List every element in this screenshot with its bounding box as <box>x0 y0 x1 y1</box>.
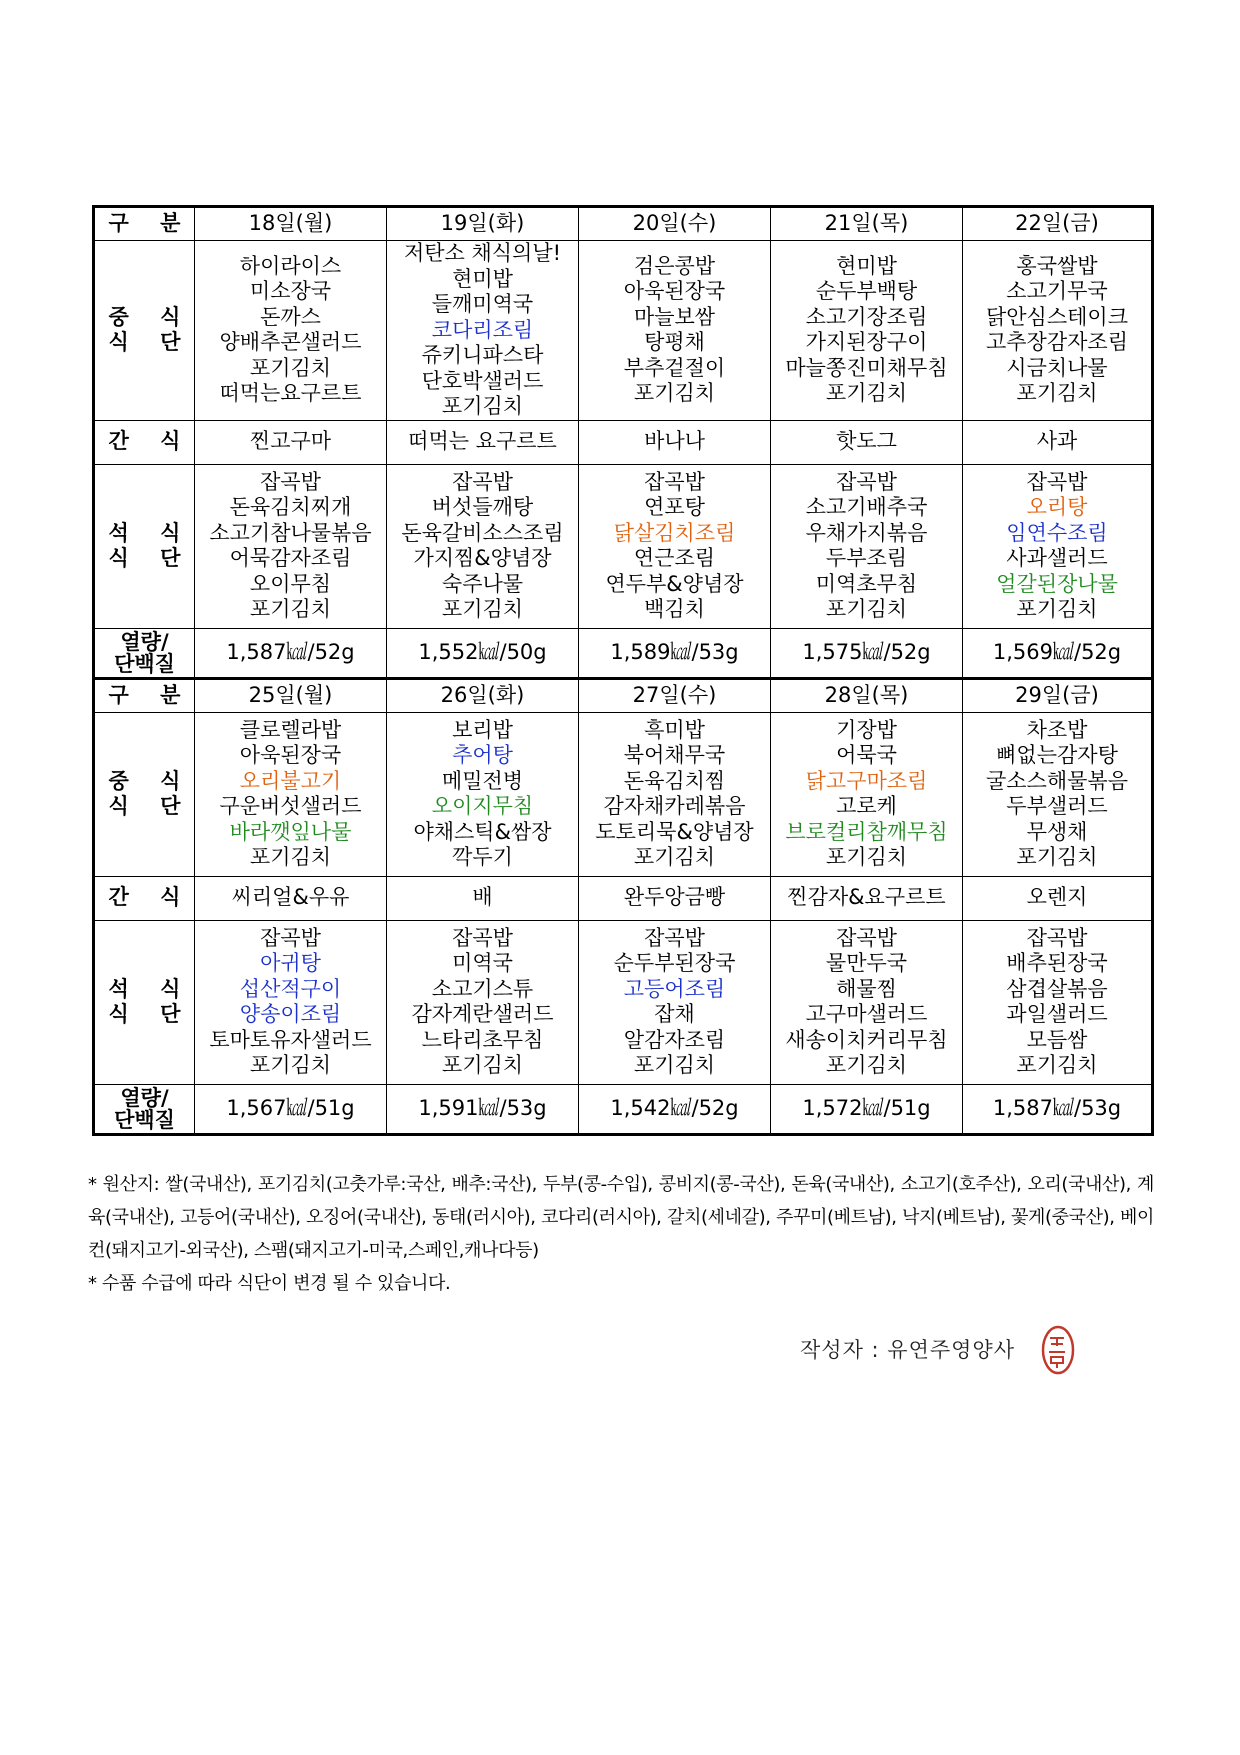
menu-item: 해물찜 <box>836 976 897 1001</box>
menu-item: 포기김치 <box>825 1053 908 1077</box>
meal-plan-body <box>94 207 1153 1135</box>
menu-item: 차조밥 <box>1026 717 1088 742</box>
menu-item: 토마토유자샐러드 <box>209 1027 372 1052</box>
nutrition-cell: 1,575㎉/52g <box>771 628 963 678</box>
menu-item: 아욱된장국 <box>623 279 726 304</box>
nutrition-cell: 1,587㎉/53g <box>963 1084 1153 1134</box>
menu-item: 보리밥 <box>452 717 513 742</box>
menu-item: 포기김치 <box>249 355 332 380</box>
day-header: 26일(화) <box>387 678 579 712</box>
menu-item: 물만두국 <box>825 951 908 975</box>
menu-item: 포기김치 <box>249 597 332 621</box>
nutrition-cell: 1,569㎉/52g <box>963 628 1153 678</box>
menu-item: 포기김치 <box>441 597 524 621</box>
menu-item: 잡채 <box>654 1002 695 1026</box>
menu-item: 브로컬리참깨무침 <box>785 819 948 844</box>
menu-item: 버섯들깨탕 <box>431 495 534 519</box>
menu-item: 기장밥 <box>836 717 897 742</box>
dinner-menu-cell <box>387 464 579 628</box>
menu-item: 포기김치 <box>825 845 908 869</box>
menu-item: 잡곡밥 <box>260 469 321 494</box>
menu-item: 잡곡밥 <box>1026 469 1088 494</box>
dinner-menu-cell <box>195 920 387 1084</box>
menu-item: 잡곡밥 <box>644 469 705 494</box>
menu-item: 배추된장국 <box>1006 951 1108 975</box>
nutrition-row <box>94 628 1153 678</box>
menu-item: 닭살김치조림 <box>613 520 736 545</box>
lunch-menu-cell <box>387 712 579 876</box>
nutrition-label-line: 단백질 <box>114 651 175 676</box>
menu-item: 과일샐러드 <box>1006 1002 1108 1026</box>
snack-row <box>94 876 1153 920</box>
menu-item: 두부조림 <box>825 546 908 570</box>
menu-item: 마늘쫑진미채무침 <box>785 355 948 380</box>
lunch-menu-cell <box>771 241 963 421</box>
menu-item: 야채스틱&쌈장 <box>413 819 552 844</box>
day-header: 25일(월) <box>195 678 387 712</box>
dinner-label-line: 석 식 <box>108 976 193 1001</box>
day-header: 21일(목) <box>771 207 963 241</box>
menu-item: 미소장국 <box>249 279 332 304</box>
menu-item: 감자채카레볶음 <box>603 794 746 818</box>
menu-item: 백김치 <box>644 597 705 621</box>
menu-item: 포기김치 <box>633 845 716 869</box>
menu-item: 가지찜&양념장 <box>413 546 552 570</box>
menu-item: 소고기참나물볶음 <box>209 520 372 545</box>
menu-item: 두부샐러드 <box>1006 794 1108 818</box>
lunch-menu-cell <box>963 712 1153 876</box>
nutrition-label <box>94 1084 195 1134</box>
menu-item: 흑미밥 <box>644 717 705 742</box>
menu-item: 어묵감자조림 <box>229 546 352 570</box>
menu-item: 돈까스 <box>260 304 321 329</box>
lunch-menu-cell <box>195 712 387 876</box>
menu-item: 부추겉절이 <box>623 355 726 380</box>
menu-item: 알감자조림 <box>623 1027 726 1052</box>
menu-item: 도토리묵&양념장 <box>595 819 754 844</box>
day-header-row <box>94 678 1153 712</box>
lunch-menu-cell <box>387 241 579 421</box>
snack-cell: 완두앙금빵 <box>579 876 771 920</box>
lunch-label <box>94 712 195 876</box>
menu-item: 얼갈된장나물 <box>996 571 1118 596</box>
menu-item: 포기김치 <box>825 597 908 621</box>
day-header: 28일(목) <box>771 678 963 712</box>
snack-label <box>94 420 195 464</box>
menu-item: 닭안심스테이크 <box>985 304 1128 329</box>
day-header: 19일(화) <box>387 207 579 241</box>
menu-item: 새송이치커리무침 <box>785 1027 948 1052</box>
menu-item: 순두부백탕 <box>815 279 918 304</box>
menu-item: 포기김치 <box>633 1053 716 1077</box>
menu-item: 구운버섯샐러드 <box>219 794 362 818</box>
author-signature: 작성자 : 유연주영양사 <box>800 1338 1015 1362</box>
menu-item: 포기김치 <box>1016 845 1098 869</box>
menu-item: 연두부&양념장 <box>605 571 744 596</box>
menu-item: 저탄소 채식의날! <box>403 241 562 265</box>
gubun-label-text: 구 분 <box>108 211 193 236</box>
dinner-label <box>94 920 195 1084</box>
menu-item: 삼겹살볶음 <box>1006 976 1108 1001</box>
day-header: 27일(수) <box>579 678 771 712</box>
menu-item: 굴소스해물볶음 <box>985 768 1128 793</box>
menu-item: 소고기장조림 <box>805 304 928 329</box>
menu-item: 양배추콘샐러드 <box>219 330 362 355</box>
nutrition-cell: 1,567㎉/51g <box>195 1084 387 1134</box>
lunch-label-line: 식 단 <box>108 330 193 355</box>
dinner-label-line: 식 단 <box>108 1002 193 1026</box>
dinner-row <box>94 920 1153 1084</box>
dinner-label-line: 식 단 <box>108 546 193 570</box>
gubun-label <box>94 207 195 241</box>
menu-item: 포기김치 <box>633 381 716 406</box>
menu-item: 소고기무국 <box>1006 279 1108 304</box>
menu-item: 잡곡밥 <box>452 925 513 950</box>
lunch-label <box>94 241 195 421</box>
menu-item: 돈육김치찌개 <box>229 495 352 519</box>
menu-item: 닭고구마조림 <box>805 768 928 793</box>
lunch-label-line: 중 식 <box>108 768 193 793</box>
menu-item: 돈육김치찜 <box>623 768 726 793</box>
menu-item: 느타리초무침 <box>421 1027 544 1052</box>
lunch-menu-cell <box>963 241 1153 421</box>
dinner-menu-cell <box>387 920 579 1084</box>
day-header: 20일(수) <box>579 207 771 241</box>
meal-plan-table <box>92 205 1154 1136</box>
menu-item: 잡곡밥 <box>452 469 513 494</box>
snack-label-text: 간 식 <box>108 429 193 454</box>
nutrition-label-line: 단백질 <box>114 1107 175 1132</box>
snack-cell: 핫도그 <box>771 420 963 464</box>
menu-item: 무생채 <box>1026 819 1088 844</box>
dinner-menu-cell <box>963 464 1153 628</box>
nutrition-cell: 1,552㎉/50g <box>387 628 579 678</box>
lunch-menu-cell <box>579 712 771 876</box>
menu-item: 잡곡밥 <box>836 925 897 950</box>
menu-item: 홍국쌀밥 <box>1016 253 1098 278</box>
menu-item: 하이라이스 <box>239 253 342 278</box>
dinner-label-line: 석 식 <box>108 520 193 545</box>
snack-label <box>94 876 195 920</box>
menu-item: 쥬키니파스타 <box>421 343 544 367</box>
day-header-row <box>94 207 1153 241</box>
menu-item: 연근조림 <box>633 546 716 570</box>
menu-item: 현미밥 <box>452 266 513 291</box>
nutrition-row <box>94 1084 1153 1134</box>
menu-item: 북어채무국 <box>623 743 726 767</box>
gubun-label <box>94 678 195 712</box>
menu-item: 돈육갈비소스조림 <box>401 520 564 545</box>
menu-item: 고로케 <box>836 794 897 818</box>
menu-item: 미역국 <box>452 951 513 975</box>
menu-item: 포기김치 <box>441 394 524 418</box>
nutrition-label-line: 열량/ <box>120 629 169 654</box>
origin-note: * 원산지: 쌀(국내산), 포기김치(고춧가루:국산, 배추:국산), 두부(콩-수입), 콩비지(콩-국산), 돈육(국내산), 소고기(호주산), 오리(국내산), 계육(국내산), 고등어(국내산), 오징어(국내산), 동태(러시아), 코다리(러시아), 갈치(세네갈), 주꾸미(베트남), 낙지(베트남), 꽃게(중국산), 베이컨(돼지고기-외국산), 스팸(돼지고기-미국,스페인,캐나다등) <box>88 1174 1154 1261</box>
menu-item: 바라깻잎나물 <box>229 819 352 844</box>
lunch-menu-cell <box>195 241 387 421</box>
menu-item: 들깨미역국 <box>431 292 534 316</box>
dinner-row <box>94 464 1153 628</box>
menu-item: 메밀전병 <box>441 768 524 793</box>
menu-item: 잡곡밥 <box>1026 925 1088 950</box>
dietitian-seal-stamp <box>1040 1324 1076 1376</box>
menu-item: 순두부된장국 <box>613 951 736 975</box>
menu-item: 클로렐라밥 <box>239 717 342 742</box>
menu-item: 포기김치 <box>249 845 332 869</box>
menu-item: 포기김치 <box>1016 597 1098 621</box>
menu-item: 잡곡밥 <box>260 925 321 950</box>
change-notice: * 수품 수급에 따라 식단이 변경 될 수 있습니다. <box>88 1273 451 1294</box>
snack-cell: 배 <box>387 876 579 920</box>
menu-item: 오리탕 <box>1026 495 1088 519</box>
lunch-row <box>94 712 1153 876</box>
menu-item: 아귀탕 <box>260 951 321 975</box>
menu-item: 시금치나물 <box>1006 355 1108 380</box>
day-header: 18일(월) <box>195 207 387 241</box>
snack-cell: 사과 <box>963 420 1153 464</box>
nutrition-cell: 1,572㎉/51g <box>771 1084 963 1134</box>
menu-item: 추어탕 <box>452 743 513 767</box>
menu-item: 미역초무침 <box>815 571 918 596</box>
menu-item: 섭산적구이 <box>239 976 342 1001</box>
menu-item: 떠먹는요구르트 <box>219 381 362 406</box>
dinner-menu-cell <box>771 920 963 1084</box>
menu-item: 뼈없는감자탕 <box>996 743 1118 767</box>
menu-item: 깍두기 <box>452 845 513 869</box>
snack-cell: 바나나 <box>579 420 771 464</box>
menu-item: 고등어조림 <box>623 976 726 1001</box>
menu-item: 양송이조림 <box>239 1002 342 1026</box>
menu-item: 단호박샐러드 <box>421 368 544 393</box>
menu-item: 포기김치 <box>1016 1053 1098 1077</box>
menu-item: 아욱된장국 <box>239 743 342 767</box>
snack-cell: 찐감자&요구르트 <box>771 876 963 920</box>
menu-item: 연포탕 <box>644 495 705 519</box>
nutrition-cell: 1,587㎉/52g <box>195 628 387 678</box>
menu-item: 어묵국 <box>836 743 897 767</box>
menu-item: 고추장감자조림 <box>985 330 1128 355</box>
menu-item: 숙주나물 <box>441 571 524 596</box>
menu-item: 임연수조림 <box>1006 520 1108 545</box>
menu-item: 마늘보쌈 <box>633 304 716 329</box>
nutrition-cell: 1,542㎉/52g <box>579 1084 771 1134</box>
nutrition-cell: 1,591㎉/53g <box>387 1084 579 1134</box>
snack-cell: 찐고구마 <box>195 420 387 464</box>
menu-item: 현미밥 <box>836 253 897 278</box>
snack-cell: 씨리얼&우유 <box>195 876 387 920</box>
lunch-row <box>94 241 1153 421</box>
dinner-menu-cell <box>579 464 771 628</box>
menu-item: 고구마샐러드 <box>805 1002 928 1026</box>
menu-item: 우채가지볶음 <box>805 520 928 545</box>
snack-row <box>94 420 1153 464</box>
menu-item: 감자계란샐러드 <box>411 1002 554 1026</box>
menu-item: 오리불고기 <box>239 768 342 793</box>
dinner-menu-cell <box>963 920 1153 1084</box>
menu-item: 잡곡밥 <box>644 925 705 950</box>
dinner-label <box>94 464 195 628</box>
nutrition-label-line: 열량/ <box>120 1085 169 1110</box>
lunch-label-line: 중 식 <box>108 304 193 329</box>
nutrition-label <box>94 628 195 678</box>
day-header: 22일(금) <box>963 207 1153 241</box>
gubun-label-text: 구 분 <box>108 682 193 707</box>
menu-item: 포기김치 <box>825 381 908 406</box>
snack-cell: 오렌지 <box>963 876 1153 920</box>
nutrition-cell: 1,589㎉/53g <box>579 628 771 678</box>
menu-item: 소고기스튜 <box>431 976 534 1001</box>
snack-cell: 떠먹는 요구르트 <box>387 420 579 464</box>
dinner-menu-cell <box>579 920 771 1084</box>
menu-item: 가지된장구이 <box>805 330 928 355</box>
day-header: 29일(금) <box>963 678 1153 712</box>
menu-item: 소고기배추국 <box>805 495 928 519</box>
dinner-menu-cell <box>195 464 387 628</box>
snack-label-text: 간 식 <box>108 885 193 910</box>
menu-item: 탕평채 <box>644 330 705 355</box>
menu-item: 오이지무침 <box>431 794 534 818</box>
menu-item: 포기김치 <box>249 1053 332 1077</box>
menu-item: 사과샐러드 <box>1006 546 1108 570</box>
menu-item: 코다리조림 <box>431 317 534 342</box>
lunch-label-line: 식 단 <box>108 794 193 818</box>
menu-item: 포기김치 <box>1016 381 1098 406</box>
menu-item: 검은콩밥 <box>633 253 716 278</box>
footnotes <box>88 1168 1154 1300</box>
lunch-menu-cell <box>579 241 771 421</box>
dinner-menu-cell <box>771 464 963 628</box>
menu-item: 오이무침 <box>249 571 332 596</box>
lunch-menu-cell <box>771 712 963 876</box>
menu-item: 포기김치 <box>441 1053 524 1077</box>
menu-item: 잡곡밥 <box>836 469 897 494</box>
menu-item: 모듬쌈 <box>1026 1027 1088 1052</box>
